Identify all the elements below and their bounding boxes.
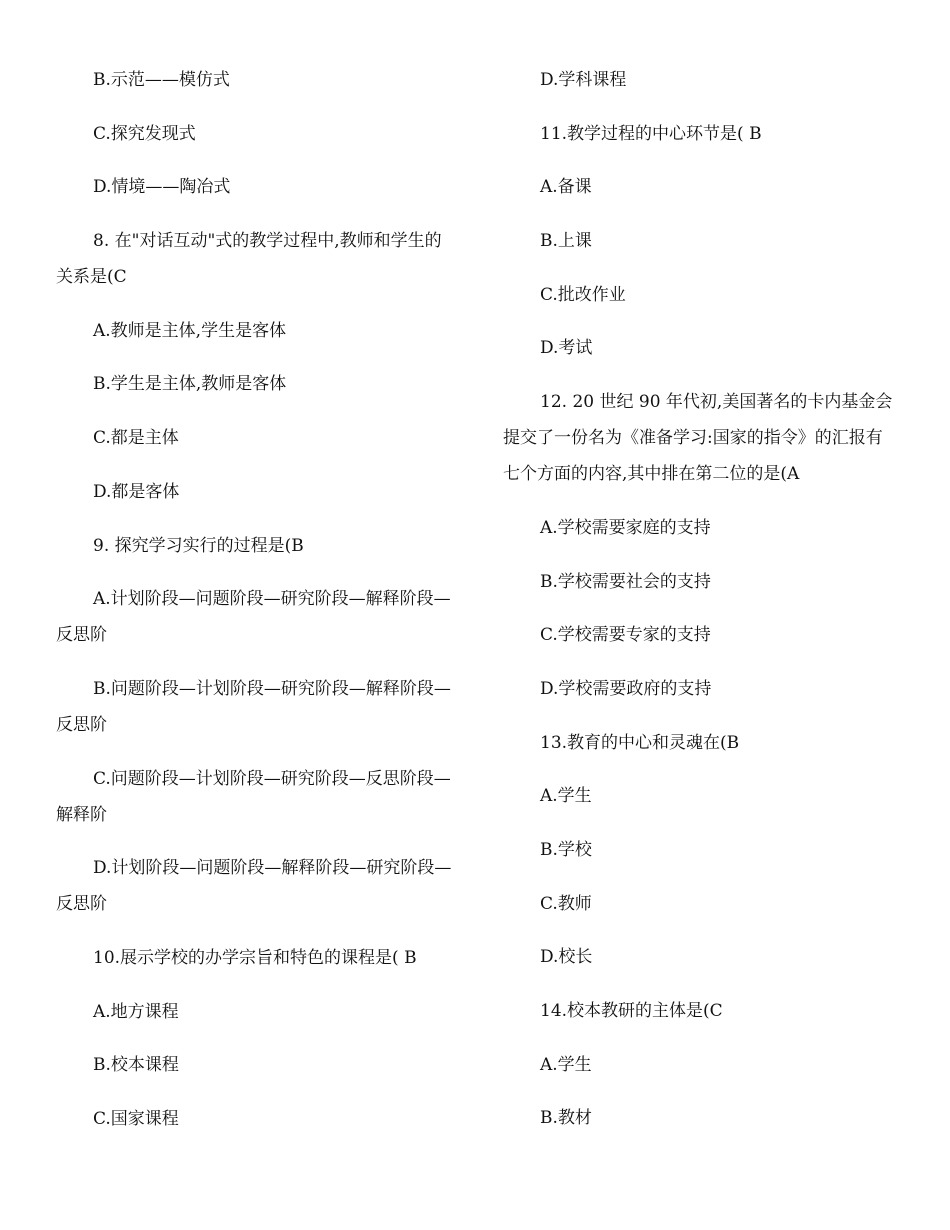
q13-option-c: C.教师 [540, 893, 592, 914]
q11-option-d: D.考试 [540, 338, 593, 359]
option-d-situational: D.情境——陶冶式 [93, 177, 231, 198]
question-10: 10.展示学校的办学宗旨和特色的课程是( B [93, 947, 417, 968]
question-12: 12. 20 世纪 90 年代初,美国著名的卡内基金会提交了一份名为《准备学习:国家的指令》的汇报有七个方面的内容,其中排在第二位的是(A [503, 392, 893, 485]
q8-option-a: A.教师是主体,学生是客体 [93, 320, 287, 341]
right-column [503, 62, 895, 1154]
q13-option-a: A.学生 [540, 786, 592, 807]
option-c-inquiry: C.探究发现式 [93, 123, 196, 144]
q13-option-b: B.学校 [540, 839, 592, 860]
q10-option-c: C.国家课程 [93, 1109, 179, 1129]
question-13: 13.教育的中心和灵魂在(B [540, 732, 740, 753]
option-b-demonstration: B.示范——模仿式 [93, 70, 230, 90]
q8-option-c: C.都是主体 [93, 428, 179, 449]
q12-option-c: C.学校需要专家的支持 [540, 625, 711, 646]
q11-option-b: B.上课 [540, 231, 592, 252]
q8-option-b: B.学生是主体,教师是客体 [93, 374, 287, 395]
q10-option-a: A.地方课程 [93, 1001, 179, 1022]
q9-option-b: B.问题阶段—计划阶段—研究阶段—解释阶段—反思阶 [56, 678, 451, 735]
question-14: 14.校本教研的主体是(C [540, 1001, 723, 1021]
q14-option-a: A.学生 [540, 1054, 592, 1075]
question-8: 8. 在"对话互动"式的教学过程中,教师和学生的关系是(C [56, 231, 442, 288]
q9-option-a: A.计划阶段—问题阶段—研究阶段—解释阶段—反思阶 [56, 589, 451, 646]
q11-option-c: C.批改作业 [540, 284, 626, 305]
q12-option-d: D.学校需要政府的支持 [540, 678, 712, 699]
question-9: 9. 探究学习实行的过程是(B [93, 535, 304, 556]
q14-option-b: B.教材 [540, 1108, 592, 1129]
q12-option-a: A.学校需要家庭的支持 [540, 517, 711, 538]
q10-option-d: D.学科课程 [540, 70, 627, 90]
left-column [56, 62, 452, 1155]
q8-option-d: D.都是客体 [93, 481, 180, 502]
q9-option-c: C.问题阶段—计划阶段—研究阶段—反思阶段—解释阶 [56, 768, 451, 825]
q12-option-b: B.学校需要社会的支持 [540, 571, 711, 592]
q9-option-d: D.计划阶段—问题阶段—解释阶段—研究阶段—反思阶 [56, 858, 452, 915]
q11-option-a: A.备课 [540, 177, 592, 198]
q10-option-b: B.校本课程 [93, 1055, 179, 1076]
q13-option-d: D.校长 [540, 947, 593, 968]
question-11: 11.教学过程的中心环节是( B [540, 123, 762, 144]
